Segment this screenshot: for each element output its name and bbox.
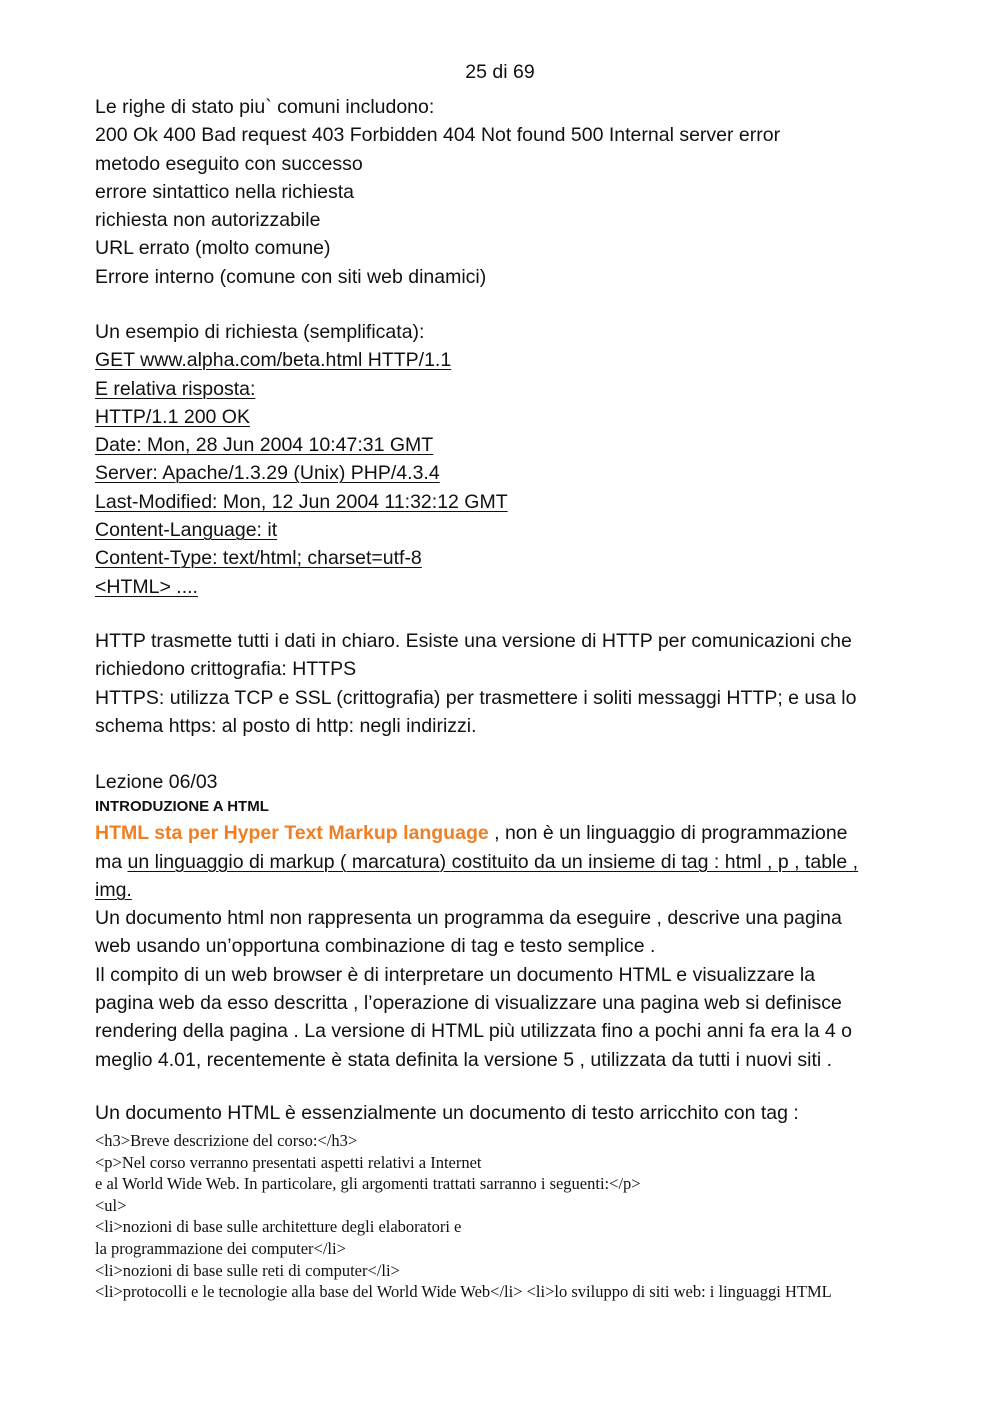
lesson-date: Lezione 06/03 [95, 771, 218, 793]
text-line: schema https: al posto di http: negli indirizzi. [95, 714, 477, 737]
text-line: errore sintattico nella richiesta [95, 180, 355, 203]
highlighted-definition: HTML sta per Hyper Text Markup language [95, 822, 489, 845]
underlined-line: Content-Language: it [95, 519, 278, 542]
text-line: Un esempio di richiesta (semplificata): [95, 321, 425, 343]
code-line: <li>nozioni di base sulle architetture degli elaboratori e [95, 1217, 462, 1237]
code-line: <li>protocolli e le tecnologie alla base del World Wide Web</li> <li>lo sviluppo di siti web: i linguaggi HTML [95, 1282, 832, 1302]
text-line [95, 819, 915, 847]
text-line: meglio 4.01, recentemente è stata definita la versione 5 , utilizzata da tutti i nuovi siti . [95, 1048, 833, 1071]
underlined-line: E relativa risposta: [95, 377, 256, 400]
text-fragment: ma [95, 850, 128, 873]
http-example-section [95, 318, 915, 601]
text-line: Il compito di un web browser è di interpretare un documento HTML e visualizzare la [95, 963, 816, 986]
code-line: e al World Wide Web. In particolare, gli argomenti trattati sarranno i seguenti:</p> [95, 1174, 641, 1194]
text-line: HTTP trasmette tutti i dati in chiaro. Esiste una versione di HTTP per comunicazioni che [95, 630, 852, 652]
code-line: la programmazione dei computer</li> [95, 1238, 346, 1258]
underlined-line: HTTP/1.1 200 OK [95, 405, 250, 428]
text-line: HTTPS: utilizza TCP e SSL (crittografia) per trasmettere i soliti messaggi HTTP; e usa lo [95, 686, 857, 709]
underlined-text: un linguaggio di markup ( marcatura) costituito da un insieme di tag : html , p , table , [127, 850, 859, 873]
code-line: <p>Nel corso verranno presentati aspetti relativi a Internet [95, 1152, 482, 1172]
code-intro: Un documento HTML è essenzialmente un documento di testo arricchito con tag : [95, 1102, 799, 1124]
underlined-line: GET www.alpha.com/beta.html HTTP/1.1 [95, 349, 452, 372]
text-line: metodo eseguito con successo [95, 152, 363, 175]
underlined-text: img. [95, 878, 132, 901]
underlined-line: Content-Type: text/html; charset=utf-8 [95, 547, 422, 570]
text-line: 200 Ok 400 Bad request 403 Forbidden 404 Not found 500 Internal server error [95, 124, 781, 147]
html-code-sample [95, 1130, 955, 1303]
text-line: rendering della pagina . La versione di HTML più utilizzata fino a pochi anni fa era la 4 o [95, 1020, 852, 1043]
text-line: richiedono crittografia: HTTPS [95, 658, 357, 681]
underlined-line: Server: Apache/1.3.29 (Unix) PHP/4.3.4 [95, 462, 440, 485]
code-line: <li>nozioni di base sulle reti di computer</li> [95, 1260, 400, 1280]
text-line [95, 876, 915, 904]
underlined-line: <HTML> .... [95, 575, 198, 598]
underlined-line: Date: Mon, 28 Jun 2004 10:47:31 GMT [95, 434, 434, 457]
text-line: richiesta non autorizzabile [95, 209, 321, 232]
text-line: Un documento html non rappresenta un programma da eseguire , descrive una pagina [95, 907, 842, 930]
text-line: pagina web da esso descritta , l’operazione di visualizzare una pagina web si definisce [95, 992, 842, 1015]
text-line [95, 848, 915, 876]
https-section [95, 627, 915, 740]
text-line: Errore interno (comune con siti web dinamici) [95, 265, 487, 288]
text-line: web usando un’opportuna combinazione di tag e testo semplice . [95, 935, 656, 958]
lesson-section [95, 768, 915, 1074]
page-number: 25 di 69 [465, 61, 535, 83]
status-codes-section [95, 93, 915, 291]
text-line: Le righe di stato piu` comuni includono: [95, 96, 435, 118]
code-line: <ul> [95, 1195, 127, 1215]
section-heading: INTRODUZIONE A HTML [95, 798, 269, 816]
text-line: URL errato (molto comune) [95, 237, 331, 260]
underlined-line: Last-Modified: Mon, 12 Jun 2004 11:32:12 GMT [95, 490, 508, 513]
text-fragment: , non è un linguaggio di programmazione [488, 822, 848, 845]
code-line: <h3>Breve descrizione del corso:</h3> [95, 1131, 358, 1150]
